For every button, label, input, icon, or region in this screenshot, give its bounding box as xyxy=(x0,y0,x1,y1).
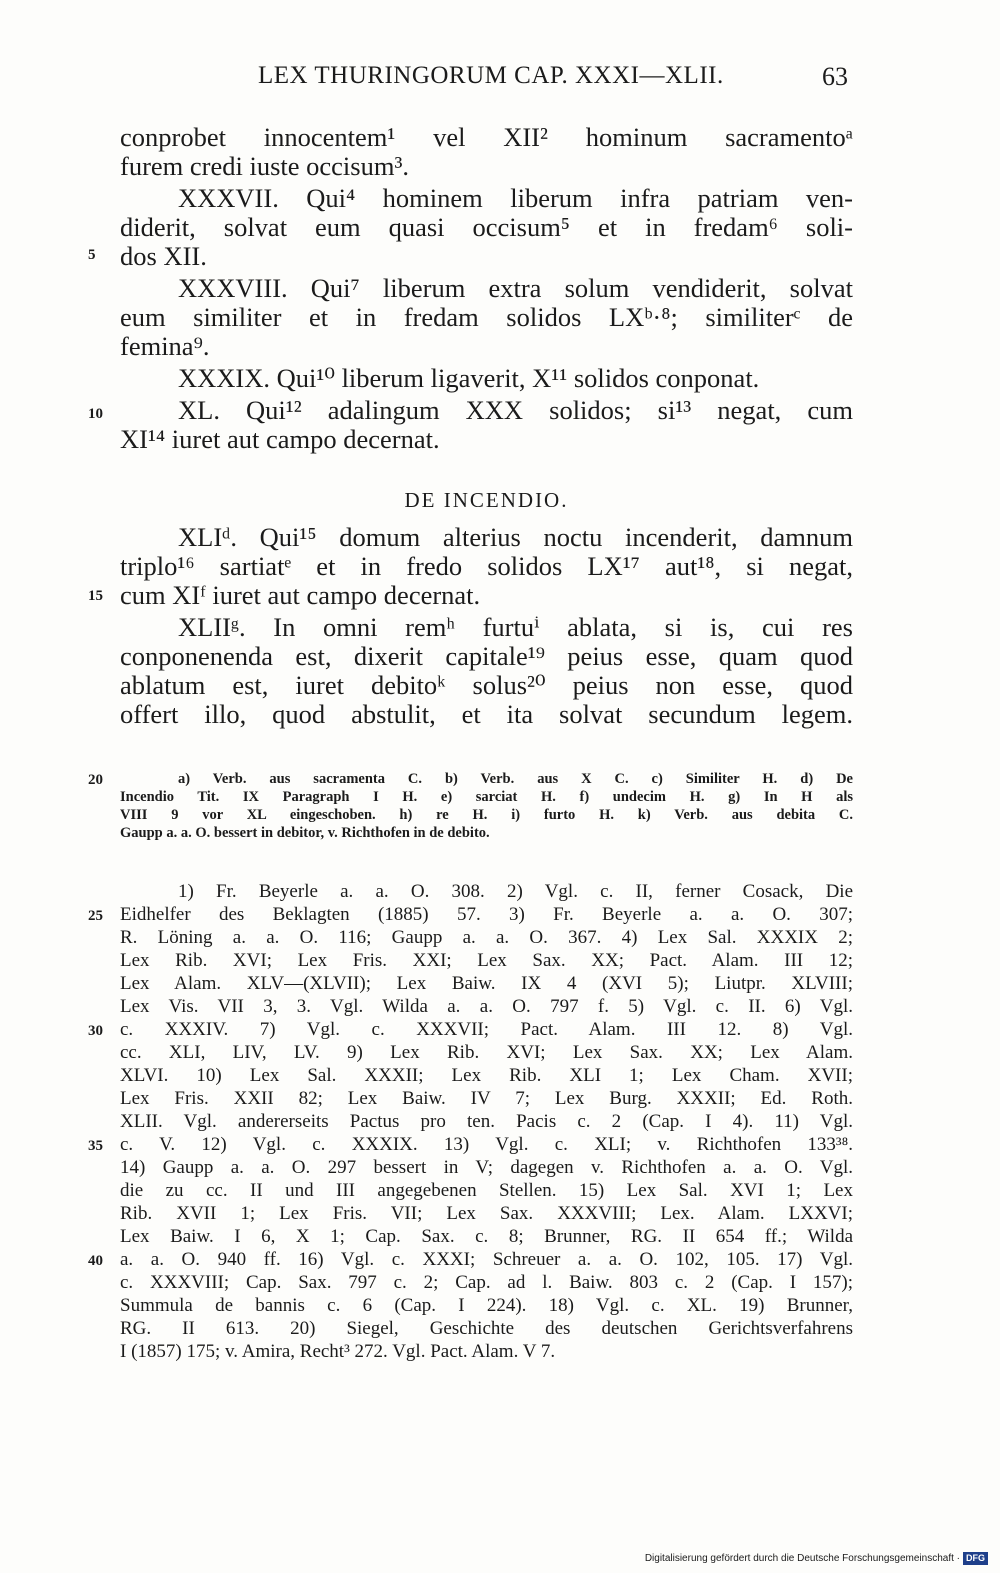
footnote-line: Lex Rib. XVI; Lex Fris. XXI; Lex Sax. XX; Pact. Alam. III 12; xyxy=(120,950,853,971)
line-number: 15 xyxy=(88,588,103,604)
footnote-line: c. XXXVIII; Cap. Sax. 797 c. 2; Cap. ad l. Baiw. 803 c. 2 (Cap. I 157); xyxy=(120,1272,853,1293)
footnote-line: 14) Gaupp a. a. O. 297 bessert in V; dagegen v. Richthofen a. a. O. Vgl. xyxy=(120,1157,853,1178)
footnote-line: die zu cc. II und III angegebenen Stellen. 15) Lex Sal. XVI 1; Lex xyxy=(120,1180,853,1201)
line-number: 10 xyxy=(88,406,103,422)
text-line: femina⁹. xyxy=(120,331,210,361)
line-number: 30 xyxy=(88,1023,103,1039)
footnote-line: a. a. O. 940 ff. 16) Vgl. c. XXXI; Schreuer a. a. O. 102, 105. 17) Vgl. xyxy=(120,1249,853,1270)
text-line: XLIIᵍ. In omni remʰ furtuⁱ ablata, si is, cui res xyxy=(178,612,853,642)
footer-credit xyxy=(645,1551,988,1565)
footnote-line: c. XXXIV. 7) Vgl. c. XXXVII; Pact. Alam. III 12. 8) Vgl. xyxy=(120,1019,853,1040)
text-line: dos XII. xyxy=(120,241,207,271)
line-number: 35 xyxy=(88,1138,103,1154)
footnote-line: Summula de bannis c. 6 (Cap. I 224). 18) Vgl. c. XL. 19) Brunner, xyxy=(120,1295,853,1316)
footnote-line: cc. XLI, LIV, LV. 9) Lex Rib. XVI; Lex Sax. XX; Lex Alam. xyxy=(120,1042,853,1063)
variant-line: Gaupp a. a. O. bessert in debitor, v. Richthofen in de debito. xyxy=(120,825,490,841)
line-number: 40 xyxy=(88,1253,103,1269)
footnote-line: XLVI. 10) Lex Sal. XXXII; Lex Rib. XLI 1; Lex Cham. XVII; xyxy=(120,1065,853,1086)
text-line: XL. Qui¹² adalingum XXX solidos; si¹³ negat, cum xyxy=(178,395,853,425)
running-title: LEX THURINGORUM CAP. XXXI—XLII. xyxy=(258,62,724,89)
line-number: 20 xyxy=(88,772,103,788)
footnote-line: Lex Baiw. I 6, X 1; Cap. Sax. c. 8; Brunner, RG. II 654 ff.; Wilda xyxy=(120,1226,853,1247)
text-line: conprobet innocentem¹ vel XII² hominum sacramentoᵃ xyxy=(120,122,853,152)
variant-line: Incendio Tit. IX Paragraph I H. e) sarciat H. f) undecim H. g) In H als xyxy=(120,789,853,805)
section-heading: DE INCENDIO. xyxy=(404,488,569,512)
footnote-line: R. Löning a. a. O. 116; Gaupp a. a. O. 367. 4) Lex Sal. XXXIX 2; xyxy=(120,927,853,948)
text-line: cum XIᶠ iuret aut campo decernat. xyxy=(120,580,481,610)
text-line: XXXVIII. Qui⁷ liberum extra solum vendiderit, solvat xyxy=(178,273,853,303)
variant-line: VIII 9 vor XL eingeschoben. h) re H. i) furto H. k) Verb. aus debita C. xyxy=(120,807,853,823)
footnote-line: Lex Alam. XLV—(XLVII); Lex Baiw. IX 4 (XVI 5); Liutpr. XLVIII; xyxy=(120,973,853,994)
footnote-line: 1) Fr. Beyerle a. a. O. 308. 2) Vgl. c. II, ferner Cosack, Die xyxy=(178,881,853,902)
running-head xyxy=(0,62,1000,102)
text-line: conponenenda est, dixerit capitale¹⁹ peius esse, quam quod xyxy=(120,641,853,671)
footnote-line: Lex Fris. XXII 82; Lex Baiw. IV 7; Lex Burg. XXXII; Ed. Roth. xyxy=(120,1088,853,1109)
text-line: triplo¹⁶ sartiatᵉ et in fredo solidos LX¹⁷ aut¹⁸, si negat, xyxy=(120,551,853,581)
text-line: XXXIX. Qui¹⁰ liberum ligaverit, X¹¹ solidos conponat. xyxy=(178,363,760,393)
page-number: 63 xyxy=(822,62,848,91)
text-line: eum similiter et in fredam solidos LXᵇ·⁸; similiterᶜ de xyxy=(120,302,853,332)
footnote-line: Rib. XVII 1; Lex Fris. VII; Lex Sax. XXXVIII; Lex. Alam. LXXVI; xyxy=(120,1203,853,1224)
footnote-line: c. V. 12) Vgl. c. XXXIX. 13) Vgl. c. XLI; v. Richthofen 133³⁸. xyxy=(120,1134,853,1155)
footnote-line: Eidhelfer des Beklagten (1885) 57. 3) Fr. Beyerle a. a. O. 307; xyxy=(120,904,853,925)
text-line: ablatum est, iuret debitoᵏ solus²⁰ peius non esse, quod xyxy=(120,670,853,700)
footnote-line: RG. II 613. 20) Siegel, Geschichte des deutschen Gerichtsverfahrens xyxy=(120,1318,853,1339)
line-number: 5 xyxy=(88,247,96,263)
dfg-logo: DFG xyxy=(963,1552,988,1565)
line-number: 25 xyxy=(88,908,103,924)
text-line: offert illo, quod abstulit, et ita solvat secundum legem. xyxy=(120,699,853,729)
footer-text: Digitalisierung gefördert durch die Deutsche Forschungsgemeinschaft · xyxy=(644,1552,960,1564)
text-line: XXXVII. Qui⁴ hominem liberum infra patriam ven- xyxy=(178,183,853,213)
footnote-line: I (1857) 175; v. Amira, Recht³ 272. Vgl. Pact. Alam. V 7. xyxy=(120,1341,556,1362)
variant-line: a) Verb. aus sacramenta C. b) Verb. aus X C. c) Similiter H. d) De xyxy=(178,771,853,787)
text-line: diderit, solvat eum quasi occisum⁵ et in fredam⁶ soli- xyxy=(120,212,853,242)
text-line: furem credi iuste occisum³. xyxy=(120,151,410,181)
footnote-line: XLII. Vgl. andererseits Pactus pro ten. Pacis c. 2 (Cap. I 4). 11) Vgl. xyxy=(120,1111,853,1132)
text-line: XI¹⁴ iuret aut campo decernat. xyxy=(120,424,440,454)
footnote-line: Lex Vis. VII 3, 3. Vgl. Wilda a. a. O. 797 f. 5) Vgl. c. II. 6) Vgl. xyxy=(120,996,853,1017)
text-line: XLIᵈ. Qui¹⁵ domum alterius noctu incenderit, damnum xyxy=(178,522,853,552)
